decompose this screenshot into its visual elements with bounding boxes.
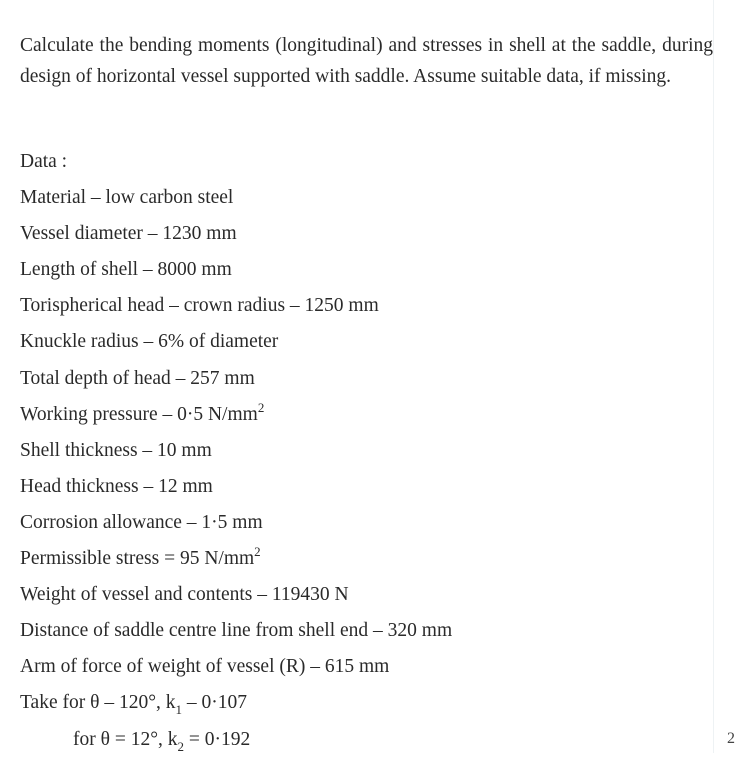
scan-edge-line (713, 0, 714, 753)
data-item-length: Length of shell – 8000 mm (20, 259, 232, 281)
data-item-saddle-distance: Distance of saddle centre line from shell end – 320 mm (20, 620, 453, 642)
data-item-force-arm: Arm of force of weight of vessel (R) – 615 mm (20, 656, 390, 678)
data-item-head-depth: Total depth of head – 257 mm (20, 367, 255, 389)
data-heading: Data : (20, 151, 68, 172)
k2-prefix: for θ = 12°, k (73, 728, 178, 750)
data-item-working-pressure (20, 397, 452, 433)
data-item-material: Material – low carbon steel (20, 187, 234, 209)
k1-subscript: 1 (175, 702, 182, 718)
working-pressure-exponent: 2 (257, 399, 265, 415)
k1-prefix: Take for θ – 120°, k (20, 692, 176, 714)
data-item-permissible-stress (20, 541, 452, 577)
data-item-shell-thickness: Shell thickness – 10 mm (20, 439, 212, 461)
question-text: Calculate the bending moments (longitudinal) and stresses in shell at the saddle, during design of horizontal vessel supported with saddle. Assume suitable data, if missing. (20, 35, 713, 87)
data-item-knuckle-radius: Knuckle radius – 6% of diameter (20, 331, 279, 353)
working-pressure-text: Working pressure – 0·5 N/mm (20, 403, 258, 425)
data-item-weight: Weight of vessel and contents – 119430 N (20, 584, 349, 606)
data-item-diameter: Vessel diameter – 1230 mm (20, 223, 237, 245)
data-item-k1 (20, 685, 452, 721)
data-item-crown-radius: Torispherical head – crown radius – 1250 mm (20, 295, 379, 317)
permissible-stress-text: Permissible stress = 95 N/mm (20, 548, 255, 570)
k2-suffix: = 0·192 (184, 728, 251, 750)
data-item-k2 (20, 722, 452, 758)
k1-suffix: – 0·107 (182, 692, 247, 714)
data-list (20, 144, 452, 758)
k2-subscript: 2 (177, 738, 184, 754)
permissible-stress-exponent: 2 (254, 544, 261, 560)
page-number-fragment: 2 (727, 730, 735, 747)
data-item-head-thickness: Head thickness – 12 mm (20, 475, 213, 497)
data-item-corrosion-allowance: Corrosion allowance – 1·5 mm (20, 511, 263, 533)
